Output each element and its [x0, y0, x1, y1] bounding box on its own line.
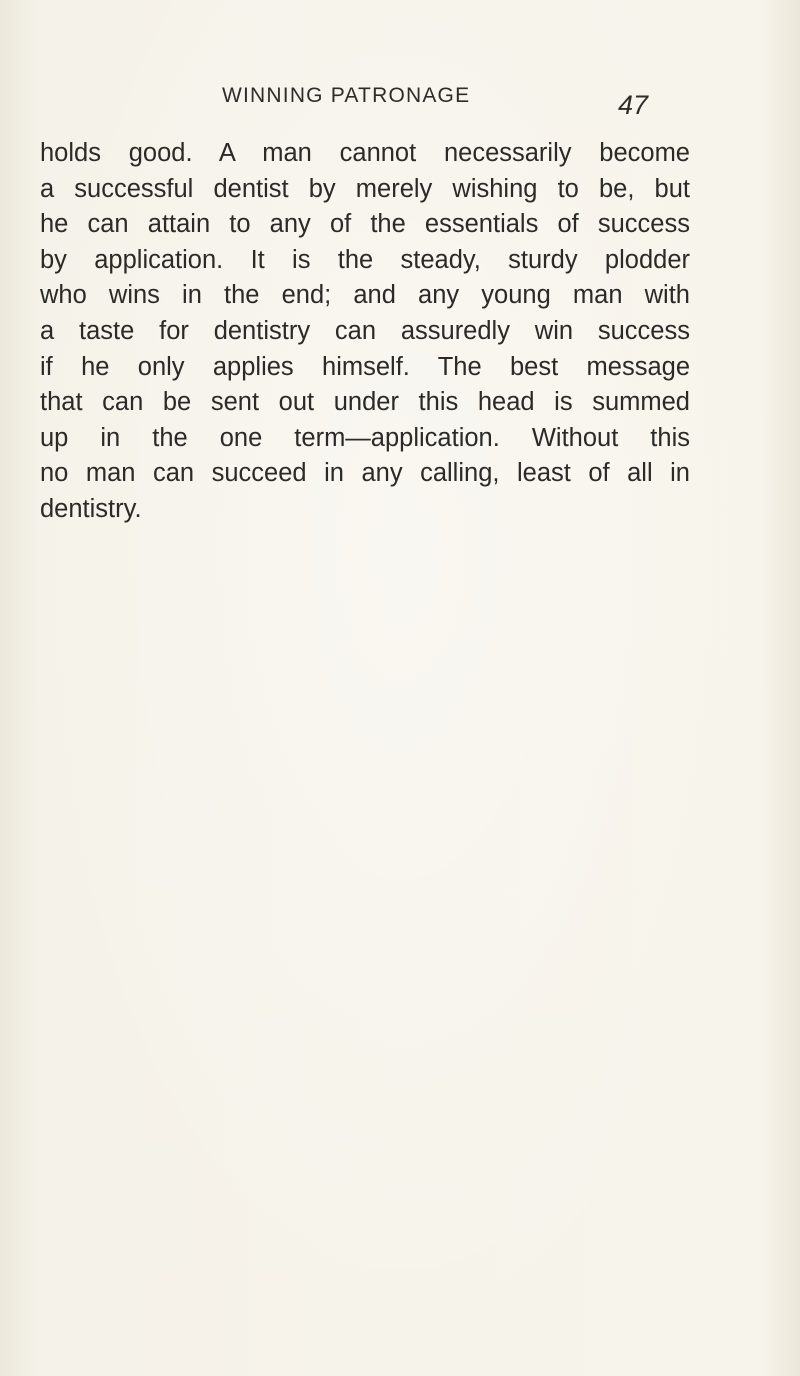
text-line: that can be sent out under this head is summed [40, 388, 690, 417]
text-line: a taste for dentistry can assuredly win success [40, 316, 690, 345]
text-line: holds good. A man cannot necessarily become [40, 139, 690, 167]
text-line: a successful dentist by merely wishing to be, but [40, 174, 690, 203]
text-line: no man can succeed in any calling, least of all in [40, 459, 690, 488]
running-head-title: WINNING PATRONAGE [222, 84, 471, 107]
text-line: if he only applies himself. The best message [40, 352, 690, 381]
body-paragraph [40, 136, 690, 528]
text-line: dentistry. [40, 494, 142, 523]
text-line: up in the one term—application. Without this [40, 423, 690, 452]
page-number: 47 [618, 90, 649, 120]
text-line: he can attain to any of the essentials of success [40, 210, 690, 239]
running-head [0, 70, 800, 130]
text-line: who wins in the end; and any young man with [40, 281, 690, 310]
text-line: by application. It is the steady, sturdy plodder [40, 245, 690, 274]
